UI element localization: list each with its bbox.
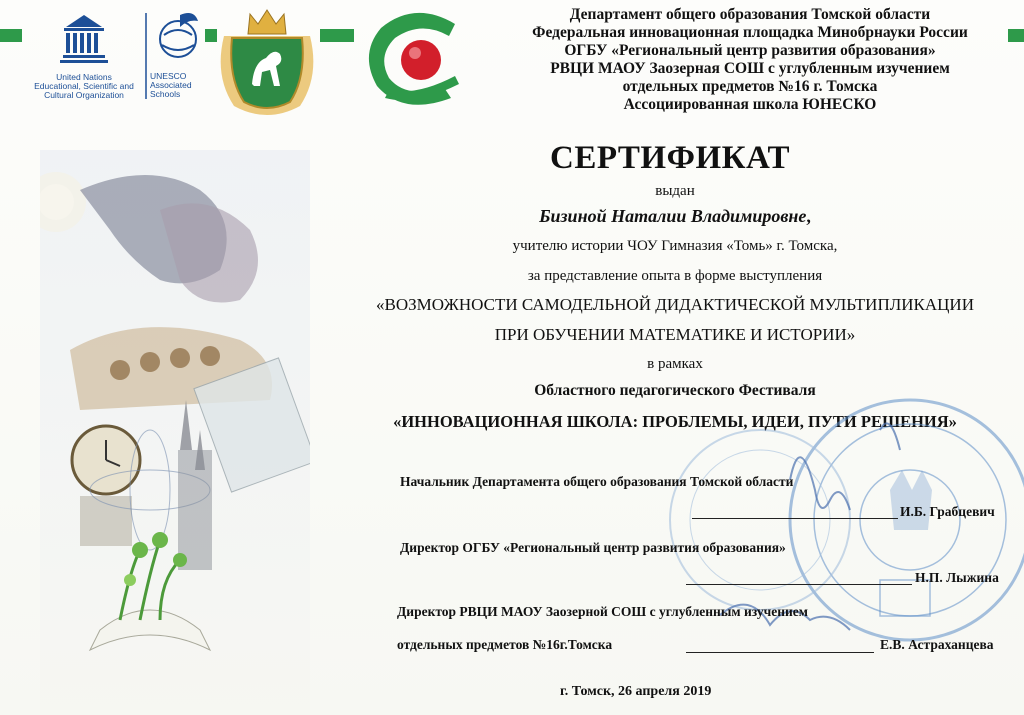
signer-1-name: И.Б. Грабцевич [900, 504, 995, 519]
within-label: в рамках [647, 356, 703, 372]
unesco-caption-line: United Nations [56, 72, 112, 82]
signer-2-name: Н.П. Лыжина [915, 570, 999, 585]
unesco-caption-line: Cultural Organization [44, 90, 124, 100]
header-line: Департамент общего образования Томской области [569, 6, 931, 23]
unesco-caption [30, 73, 138, 100]
signer-3-title-line-2: отдельных предметов №16г.Томска [397, 637, 613, 652]
tomsk-coat-of-arms-icon [214, 6, 320, 124]
illustration-collage-icon [40, 150, 310, 710]
header-line: РВЦИ МАОУ Заозерная СОШ с углубленным изучением [550, 60, 950, 77]
header-line: Ассоциированная школа ЮНЕСКО [623, 96, 877, 113]
asp-caption [150, 72, 210, 99]
signer-3-signature-line [686, 652, 874, 653]
header-line: ОГБУ «Региональный центр развития образования» [564, 42, 936, 59]
signer-1-title: Начальник Департамента общего образования Томской области [400, 474, 794, 489]
recipient-name-line [330, 206, 1020, 227]
unesco-caption-line: Educational, Scientific and [34, 81, 134, 91]
recipient-role: учителю истории ЧОУ Гимназия «Томь» г. Томска, [512, 238, 838, 254]
festival-name: «ИННОВАЦИОННАЯ ШКОЛА: ПРОБЛЕМЫ, ИДЕИ, ПУТИ РЕШЕНИЯ» [393, 412, 957, 431]
signer-3-name: Е.В. Астраханцева [880, 637, 994, 652]
issue-date: г. Томск, 26 апреля 2019 [560, 684, 712, 699]
signer-2-title: Директор ОГБУ «Региональный центр развития образования» [400, 540, 786, 555]
signer-1-signature-line [692, 518, 898, 519]
issued-label: выдан [655, 183, 695, 199]
topic-line-2: ПРИ ОБУЧЕНИИ МАТЕМАТИКЕ И ИСТОРИИ» [494, 325, 856, 344]
green-bar-left [0, 29, 22, 42]
certificate-title: СЕРТИФИКАТ [550, 140, 790, 176]
signer-2-signature-line [686, 584, 912, 585]
asp-caption-line: Schools [150, 89, 181, 99]
award-basis: за представление опыта в форме выступления [527, 268, 823, 284]
asp-caption-line: Associated [150, 80, 192, 90]
issuer-header [480, 6, 1020, 114]
header-band [0, 0, 1024, 130]
header-line: отдельных предметов №16 г. Томска [622, 78, 878, 95]
regional-center-logo-icon [355, 6, 475, 116]
signer-3-title-line-1: Директор РВЦИ МАОУ Заозерной СОШ с углубленным изучением [397, 604, 808, 619]
topic-line-1: «ВОЗМОЖНОСТИ САМОДЕЛЬНОЙ ДИДАКТИЧЕСКОЙ МУЛЬТИПЛИКАЦИИ [376, 295, 974, 314]
festival-label: Областного педагогического Фестиваля [534, 382, 816, 399]
asp-caption-line: UNESCO [150, 71, 187, 81]
green-bar-middle-2 [320, 29, 354, 42]
header-line: Федеральная инновационная площадка Минобрнауки России [532, 24, 968, 41]
recipient-comma: , [806, 206, 811, 226]
recipient-name: Бизиной Наталии Владимировне [539, 206, 807, 226]
